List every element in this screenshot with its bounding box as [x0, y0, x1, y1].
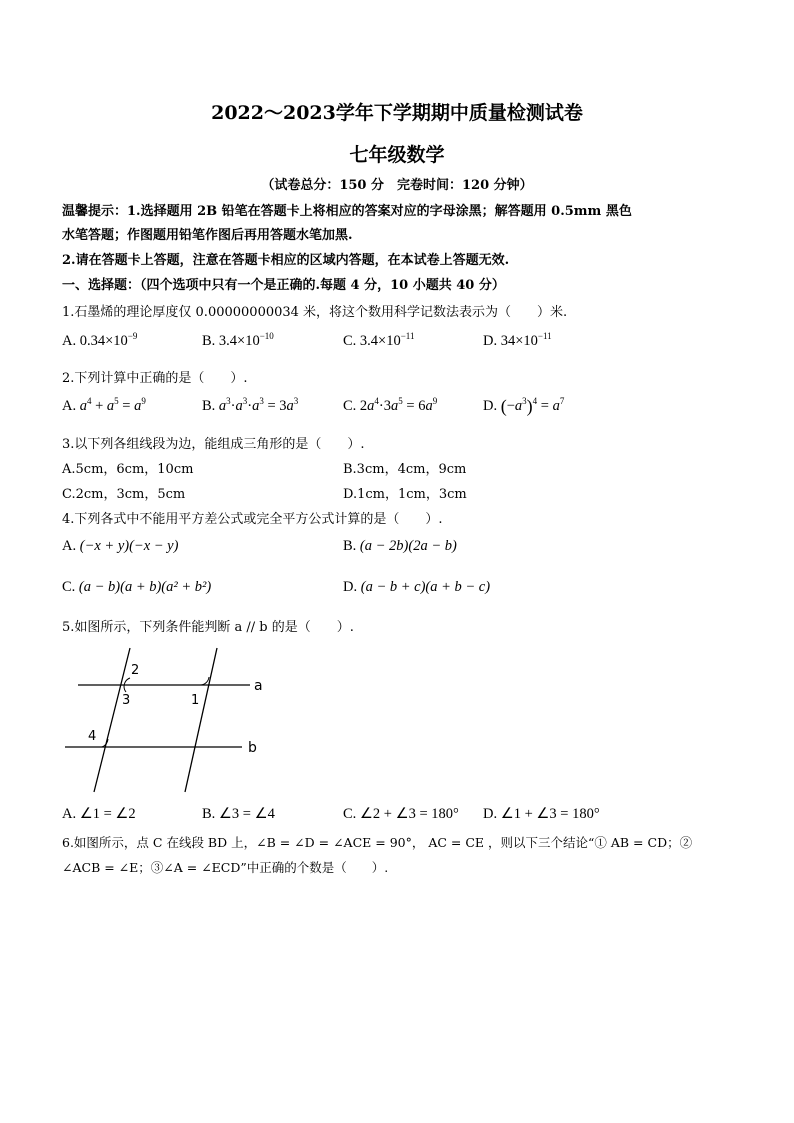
- figure-label-2: 2: [131, 663, 140, 678]
- figure-label-1: 1: [191, 693, 200, 708]
- q5-option-a[interactable]: A. ∠1 = ∠2: [62, 806, 136, 822]
- q1-option-b[interactable]: B. $3.4\times 10^{-10}$: [202, 331, 274, 349]
- q5-stem: 5.如图所示，下列条件能判断 a // b 的是（ ）.: [62, 620, 354, 635]
- q3-option-d[interactable]: D.1cm，1cm，3cm: [343, 487, 467, 502]
- q1-option-a[interactable]: A. $0.34\times 10^{-9}$: [62, 331, 138, 349]
- q3-option-a[interactable]: A.5cm，6cm，10cm: [62, 462, 194, 477]
- exam-info: （试卷总分：150 分 完卷时间：120 分钟）: [261, 178, 533, 193]
- q6-stem-line-1: 6.如图所示，点 C 在线段 BD 上，∠B = ∠D = ∠ACE = 90°， AC = CE ，则以下三个结论“① AB = CD；②: [62, 835, 693, 850]
- q3-option-c[interactable]: C.2cm，3cm，5cm: [62, 487, 186, 502]
- exam-title: 2022～2023学年下学期期中质量检测试卷: [211, 102, 583, 124]
- q5-option-c[interactable]: C. ∠2 + ∠3 = 180°: [343, 806, 459, 822]
- q4-option-b[interactable]: B. (a − 2b)(2a − b): [343, 538, 457, 554]
- transversal-right: [185, 648, 217, 792]
- q1-option-c[interactable]: C. $3.4\times 10^{-11}$: [343, 331, 415, 349]
- q3-stem: 3.以下列各组线段为边，能组成三角形的是（ ）.: [62, 437, 365, 452]
- q2-option-d[interactable]: D. $(-a^3)^4 = a^7$: [483, 396, 565, 416]
- q4-option-a[interactable]: A. (−x + y)(−x − y): [62, 538, 179, 554]
- exam-subtitle: 七年级数学: [349, 144, 445, 166]
- q4-option-c[interactable]: C. (a − b)(a + b)(a² + b²): [62, 579, 212, 595]
- q1-stem: 1.石墨烯的理论厚度仅 0.00000000034 米，将这个数用科学记数法表示为（ ）米.: [62, 305, 568, 320]
- figure-label-b: b: [248, 740, 257, 756]
- q4-option-d[interactable]: D. (a − b + c)(a + b − c): [343, 579, 491, 595]
- q5-option-b[interactable]: B. ∠3 = ∠4: [202, 806, 275, 822]
- figure-label-a: a: [254, 678, 263, 694]
- q6-stem-line-2: ∠ACB = ∠E；③∠A = ∠ECD”中正确的个数是（ ）.: [62, 860, 389, 875]
- q2-stem: 2.下列计算中正确的是（ ）.: [62, 371, 248, 386]
- notice-line-2: 水笔答题；作图题用铅笔作图后再用答题水笔加黑.: [62, 228, 353, 243]
- transversal-left: [94, 648, 130, 792]
- figure-label-4: 4: [88, 729, 97, 744]
- parallel-lines-figure: [60, 640, 280, 800]
- q2-option-c[interactable]: C. $2a^4\cdot 3a^5 = 6a^9$: [343, 396, 438, 414]
- q1-option-d[interactable]: D. $34\times 10^{-11}$: [483, 331, 552, 349]
- notice-line-3: 2.请在答题卡上答题，注意在答题卡相应的区域内答题，在本试卷上答题无效.: [62, 253, 510, 268]
- figure-label-3: 3: [122, 693, 131, 708]
- q5-option-d[interactable]: D. ∠1 + ∠3 = 180°: [483, 806, 600, 822]
- notice-line-1: 温馨提示：1.选择题用 2B 铅笔在答题卡上将相应的答案对应的字母涂黑；解答题用 0.5mm 黑色: [62, 204, 632, 219]
- q4-stem: 4.下列各式中不能用平方差公式或完全平方公式计算的是（ ）.: [62, 512, 443, 527]
- angle-arc-1: [200, 677, 209, 685]
- q2-option-a[interactable]: A. $a^4 + a^5 = a^9$: [62, 396, 146, 414]
- section-heading: 一、选择题：（四个选项中只有一个是正确的.每题 4 分，10 小题共 40 分）: [62, 278, 505, 293]
- q2-option-b[interactable]: B. $a^3\cdot a^3\cdot a^3 = 3a^3$: [202, 396, 299, 414]
- q3-option-b[interactable]: B.3cm，4cm，9cm: [343, 462, 467, 477]
